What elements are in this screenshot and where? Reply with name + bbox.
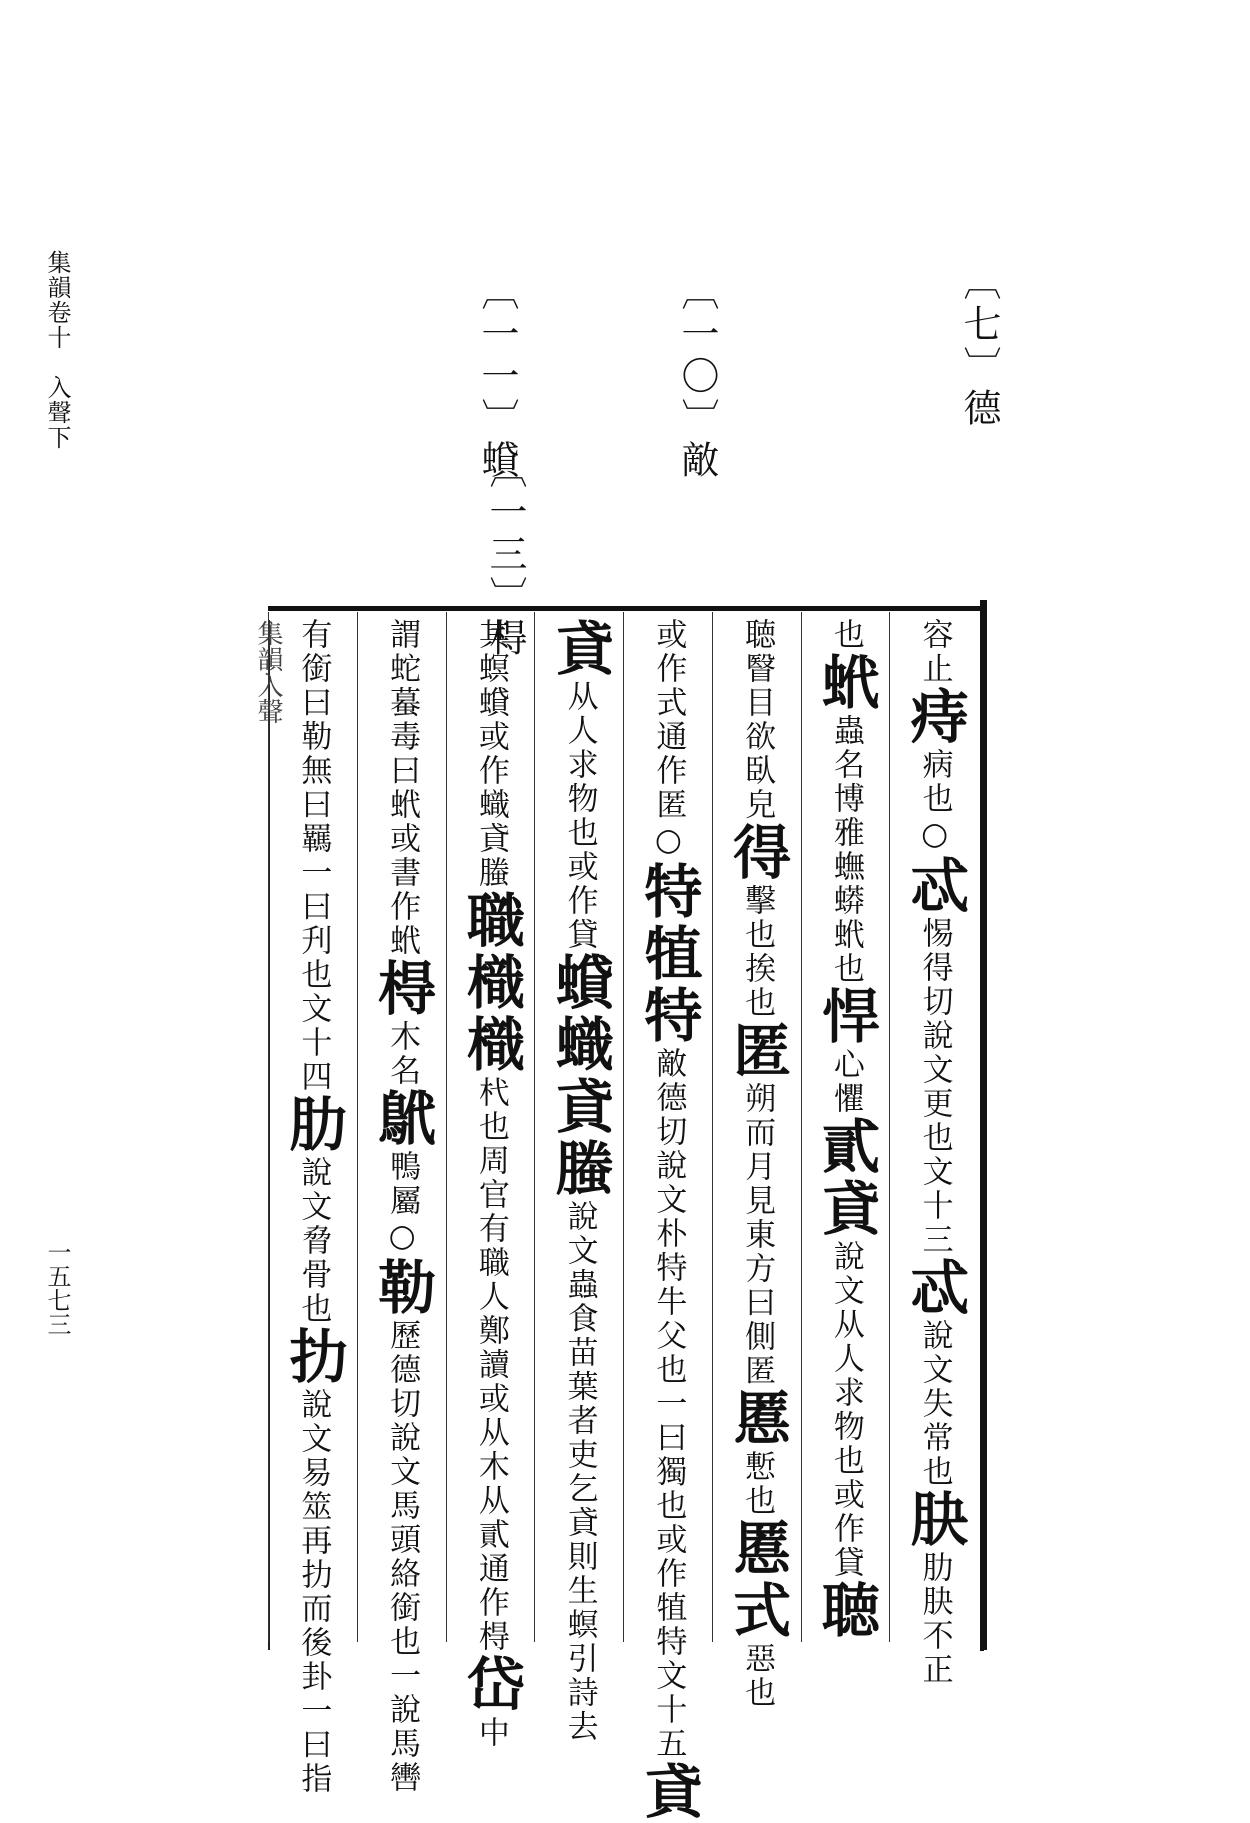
gloss-text: 鴨屬○ [384,1150,421,1257]
column-text [634,618,703,1823]
headword: 得 [723,822,792,884]
headword: 貳貣 [811,1116,880,1240]
text-column [801,612,891,1642]
collation-note-11: 〔一一〕蟘 [475,272,519,482]
gloss-text: 其螟蟘或作蟙貣螣 [472,618,509,890]
gloss-text: 惡也 [739,1642,776,1710]
headword: 貣 [634,1761,703,1823]
gloss-text: 朔而月見東方曰側匿 [739,1082,776,1388]
gloss-text: 說文易筮再扐而後卦一曰指 [295,1388,332,1796]
headword: 痔 [900,686,969,748]
headword: 鴏 [368,1088,437,1150]
column-text [545,618,614,1744]
headword: 忒 [900,855,969,917]
text-column [889,612,979,1687]
text-column [446,612,536,1750]
gloss-text: 肋䏐不正 [916,1551,953,1687]
headword: 勒 [368,1257,437,1319]
headword: 岱 [456,1654,525,1716]
gloss-text: 敵德切說文朴特牛父也一曰獨也或作犆特文十五 [650,1047,687,1761]
text-column [534,612,624,1744]
page-number: 一五七三 [43,1240,71,1336]
gloss-text: 歷德切說文馬頭絡銜也一說馬轡 [384,1319,421,1795]
headword: 貣 [545,618,614,680]
gloss-text: 从人求物也或作貸 [561,680,598,952]
gloss-text: 蟲名博雅蟱蟒蚮也 [827,714,864,986]
column-text [723,618,792,1710]
headword: 蟘蟙貣螣 [545,952,614,1200]
gloss-text: 容止 [916,618,953,686]
headword: 蚮 [811,652,880,714]
headword: 職樴樴 [456,890,525,1076]
text-columns [268,612,978,1823]
collation-note-13: 〔一三〕棏 [483,450,527,660]
headword: 忒 [900,1257,969,1319]
gloss-text: 中 [472,1716,509,1750]
running-header: 集韻卷十 入聲下 [43,250,71,450]
collation-note-10: 〔一〇〕敵 [675,272,719,482]
column-text [368,618,437,1795]
gloss-text: 有銜曰勒無曰羈一曰刋也文十四 [295,618,332,1094]
gloss-text: 慙也 [739,1450,776,1518]
text-column [357,612,447,1795]
headword: 扐 [279,1326,348,1388]
text-column [623,612,713,1823]
text-column [268,612,358,1796]
gloss-text: 謂蛇蟇毒曰蚮或書作蚮 [384,618,421,958]
headword: 匿 [723,1020,792,1082]
column-text [900,618,969,1687]
gloss-text: 說文失常也 [916,1319,953,1489]
frame-right-border [980,600,987,1650]
text-column [712,612,802,1710]
gloss-text: 木名 [384,1020,421,1088]
headword: 棏 [368,958,437,1020]
gloss-text: 惕得切說文更也文十三 [916,917,953,1257]
center-fold-label: 集韻入聲 [253,620,283,724]
headword: 慝 [723,1388,792,1450]
column-text [279,618,348,1796]
gloss-text: 說文从人求物也或作貸 [827,1240,864,1580]
gloss-text: 聴瞖目欲臥皃 [739,618,776,822]
headword: 悍 [811,986,880,1048]
gloss-text: 擊也挨也 [739,884,776,1020]
column-text [811,618,880,1642]
gloss-text: 病也○ [916,748,953,855]
headword: 肋 [279,1094,348,1156]
gloss-text: 也 [827,618,864,652]
gloss-text: 說文蟲食苗葉者吏乞貣則生螟引詩去 [561,1200,598,1744]
collation-note-7: 〔七〕德 [957,262,1001,430]
gloss-text: 心懼 [827,1048,864,1116]
column-text [456,618,525,1750]
gloss-text: 說文脅骨也 [295,1156,332,1326]
headword: 聴 [811,1580,880,1642]
gloss-text: 杙也周官有職人鄭讀或从木从貳通作棏 [472,1076,509,1654]
gloss-text: 或作式通作匿○ [650,618,687,861]
headword: 䏐 [900,1489,969,1551]
headword: 特犆特 [634,861,703,1047]
headword: 慝式 [723,1518,792,1642]
